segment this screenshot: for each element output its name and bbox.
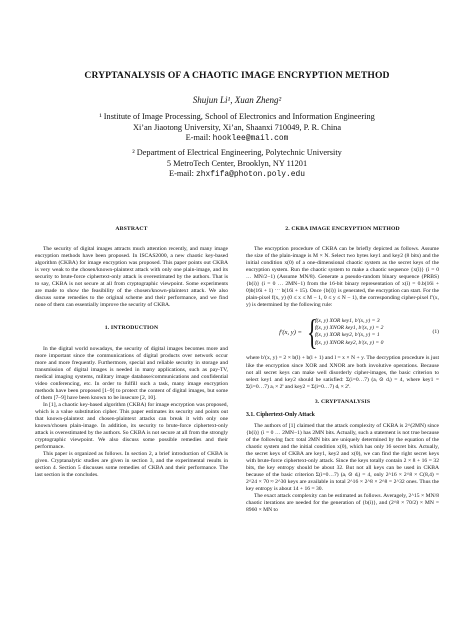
cryptanalysis-heading: 3. CRYPTANALYSIS (314, 398, 371, 405)
affiliation-2-line-1: ² Department of Electrical Engineering, Polytechnic University (132, 148, 342, 157)
email-address-1[interactable]: hooklee@mail.com (212, 134, 289, 143)
equation-case: f(x, y) XNOR key2, b′(x, y) = 0 (315, 339, 384, 346)
introduction-heading: 1. INTRODUCTION (104, 325, 159, 332)
ckba-paragraph-1: The encryption procedure of CKBA can be briefly depicted as follows. Assume the size of the plain-image is M × N. Select two bytes key1 and key2 (8 bits) and the initial condition x(0) of a one-dimensional chaotic system as the secret keys of the encryption system. Run the chaotic system to make a chaotic sequence {x(i)} (i = 0 … MN/2−1) (Assume MN/8). Generate a pseudo-random binary sequence (PRBS) {b(i)} (i = 0 … 2MN−1) from the 16-bit binary representation of x(i) = 0.b(16i + 0)b(16i + 1) ⋯ b(16i + 15). Once {b(i)} is generated, the encryption can start. For the plain-pixel f(x, y) (0 ≤ x ≤ M − 1, 0 ≤ y ≤ N − 1), the corresponding cipher-pixel f′(x, y) is determined by the following rule: (246, 246, 439, 309)
equation-case: f(x, y) XOR key2, b′(x, y) = 1 (315, 332, 380, 339)
affiliation-1-line-1: ¹ Institute of Image Processing, School of Electronics and Information Engineering (99, 112, 375, 121)
email-address-2[interactable]: zhxfifa@photon.poly.edu (196, 170, 305, 179)
email-label: E-mail: (169, 169, 197, 178)
introduction-paragraph: In the digital world nowadays, the security of digital images becomes more and more important since the communications of digital products over network occur more and more frequently. Furthermore, special and reliable security in storage and transmission of digital images is needed in many applications, such as pay-TV, medical imaging systems, military image database/communications and confidential video conferencing, etc. In order to fulfill such a task, many image encryption methods have been proposed [1–9] to protect the content of digital images, but some of them [7–9] have been known to be insecure [2, 10]. (35, 345, 228, 401)
paper-title: CRYPTANALYSIS OF A CHAOTIC IMAGE ENCRYPTION METHOD (84, 70, 390, 81)
affiliation-2-email-line (0, 169, 474, 180)
equation-lhs: f′(x, y) = (279, 328, 302, 336)
introduction-paragraph: In [1], a chaotic key-based algorithm (CKBA) for image encryption was proposed, which is a value substitution cipher. This paper estimates its security and points out that known-plaintext and chosen-plaintext attacks can break it with only one known/chosen plain-image. In addition, its security to brute-force ciphertext-only attack is overestimated by the authors. So CKBA is not secure at all from the strongly cryptographic viewpoint. We also discuss some possible remedies and their performance. (35, 401, 229, 451)
ciphertext-only-attack-heading: 3.1. Ciphertext-Only Attack (246, 411, 315, 418)
equation-number: (1) (432, 328, 439, 335)
right-column (246, 226, 439, 514)
introduction-paragraph: This paper is organized as follows. In section 2, a brief introduction of CKBA is given. Cryptanalytic studies are given in section 3, and the experimental results in section 4. Section 5 discusses some remedies of CKBA and their performance. The last section is the concludes. (35, 451, 228, 479)
paper-authors: Shujun Li¹, Xuan Zheng² (192, 95, 282, 105)
left-column (35, 226, 228, 479)
abstract-text: The security of digital images attracts much attention recently, and many image encryption methods have been proposed. In ISCAS2000, a new chaotic key-based algorithm (CKBA) for image encryption was proposed. This paper points out CKBA is very weak to the chosen/known-plaintext attack with only one plain-image, and its security to brute-force ciphertext-only attack is overestimated by the authors. That is to say, CKBA is not secure at all from cryptographic viewpoint. Some experiments are made to show the feasibility of the chosen/known-plaintext attack. We also discuss some remedies to the original scheme and their performance, and we find none of them can essentially improve the security of CKBA. (35, 246, 228, 309)
affiliation-2-line-2: 5 MetroTech Center, Brooklyn, NY 11201 (166, 158, 308, 168)
equation-1 (246, 312, 439, 353)
ckba-paragraph-2: where b′(x, y) = 2 × b(l) + b(l + 1) and l = x × N + y. The decryption procedure is just like the encryption since XOR and XNOR are both involutive operations. Because not all secret keys can make well disorderly cipher-images, the basic criterion to select key1 and key2 should be satisfied: Σ(i=0…7) (aᵢ ⊙ dᵢ) = 4, where key1 = Σ(i=0…7) aᵢ × 2ⁱ and key2 = Σ(i=0…7) dᵢ × 2ⁱ. (246, 355, 439, 390)
cryptanalysis-paragraph-1: The authors of [1] claimed that the attack complexity of CKBA is 2^(2MN) since {b(i)} (i = 0 … 2MN−1) has 2MN bits. Actually, such a statement is not true because of the following fact: total 2MN bits are uniquely determined by the equation of the chaotic system and the initial condition x(0), which has only 16 secret bits. Actually, the secret keys of CKBA are key1, key2 and x(0), we can find the right secret keys with brute-force ciphertext-only attack. Since the keys totally contain 2 × 8 + 16 = 32 bits, the key entropy should be about 32. But not all keys can be used in CKBA because of the basic criterion Σ(i=0…7) (aᵢ ⊙ dᵢ) = 4, only 2^16 × 2^8 × C(8,4) = 2^24 × 70 ≈ 2^30 keys are available in total 2^16 × 2^8 × 2^8 = 2^32 ones. Thus the key entropy is about 14 + 16 = 30. (246, 422, 439, 493)
email-label: E-mail: (185, 133, 213, 142)
ckba-heading: 2. CKBA IMAGE ENCRYPTION METHOD (285, 226, 400, 232)
abstract-heading: ABSTRACT (115, 226, 148, 232)
equation-cases (315, 318, 383, 347)
equation-case: f(x, y) XOR key1, b′(x, y) = 3 (315, 318, 380, 325)
affiliation-1-email-line (0, 133, 474, 144)
cryptanalysis-paragraph-2: The exact attack complexity can be estimated as follows. Averagely, 2^15 × MN/8 chaotic iterations are needed for the generation of {b(i)}, and (2^8 × 70/2) × MN = 8960 × MN to (246, 493, 439, 514)
equation-case: f(x, y) XNOR key1, b′(x, y) = 2 (315, 325, 384, 332)
affiliation-1-line-2: Xi’an Jiaotong University, Xi’an, Shaanxi 710049, P. R. China (132, 122, 342, 132)
section-gap (246, 391, 439, 399)
section-gap (35, 309, 228, 325)
equation-brace-icon: { (307, 312, 318, 353)
